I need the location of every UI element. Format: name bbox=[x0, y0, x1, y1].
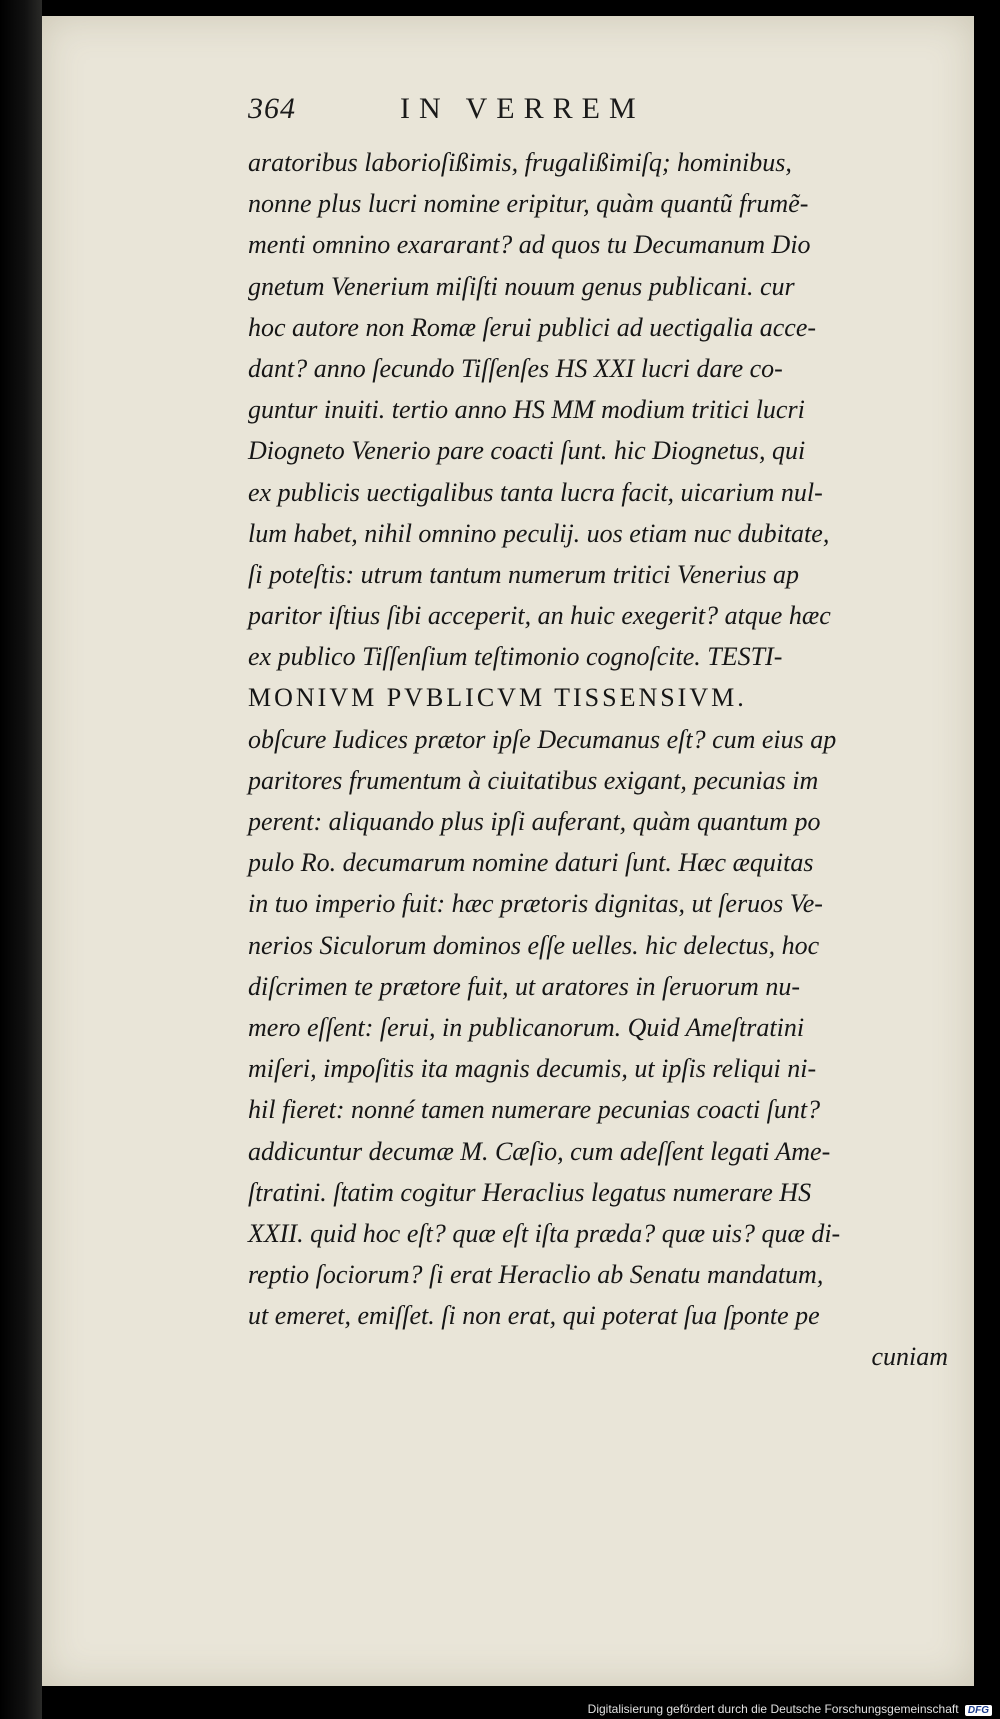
text-line: menti omnino exararant? ad quos tu Decumanum Dio bbox=[248, 230, 811, 260]
digitization-credit bbox=[588, 1702, 992, 1716]
binding-shadow bbox=[0, 0, 42, 1719]
dfg-logo: DFG bbox=[965, 1705, 992, 1716]
text-line: diſcrimen te prætore fuit, ut aratores in ſeruorum nu- bbox=[248, 971, 800, 1001]
text-line: ex publico Tiſſenſium teſtimonio cognoſcite. TESTI- bbox=[248, 642, 783, 672]
text-line: nerios Siculorum dominos eſſe uelles. hic delectus, hoc bbox=[248, 930, 820, 960]
text-line: paritores frumentum à ciuitatibus exigant, pecunias im bbox=[248, 765, 819, 795]
text-line: hil fieret: nonné tamen numerare pecunias coacti ſunt? bbox=[248, 1095, 821, 1125]
text-line: obſcure Iudices prætor ipſe Decumanus eſt? cum eius ap bbox=[248, 724, 837, 754]
credit-text: Digitalisierung gefördert durch die Deutsche Forschungsgemeinschaft bbox=[587, 1702, 959, 1716]
text-line: hoc autore non Romæ ſerui publici ad uectigalia acce- bbox=[248, 312, 817, 342]
page-number: 364 bbox=[248, 92, 296, 125]
text-line: pulo Ro. decumarum nomine daturi ſunt. Hæc æquitas bbox=[248, 848, 814, 878]
text-line: gnetum Venerium miſiſti nouum genus publicani. cur bbox=[248, 271, 795, 301]
text-line: lum habet, nihil omnino peculij. uos etiam nuc dubitate, bbox=[248, 518, 830, 548]
text-line: ex publicis uectigalibus tanta lucra facit, uicarium nul- bbox=[248, 477, 823, 507]
page-header bbox=[248, 92, 808, 132]
text-line: nonne plus lucri nomine eripitur, quàm quantũ frumẽ- bbox=[248, 189, 809, 219]
text-line: mero eſſent: ſerui, in publicanorum. Quid Ameſtratini bbox=[248, 1012, 805, 1042]
text-line: guntur inuiti. tertio anno HS MM modium tritici lucri bbox=[248, 395, 805, 425]
section-heading: MONIVM PVBLICVM TISSENSIVM. bbox=[248, 683, 747, 713]
text-line: reptio ſociorum? ſi erat Heraclio ab Senatu mandatum, bbox=[248, 1260, 824, 1290]
text-line: ſtratini. ſtatim cogitur Heraclius legatus numerare HS bbox=[248, 1177, 812, 1207]
text-line: XXII. quid hoc eſt? quæ eſt iſta præda? quæ uis? quæ di- bbox=[248, 1218, 841, 1248]
text-line: ſi poteſtis: utrum tantum numerum tritici Venerius ap bbox=[248, 559, 800, 589]
catchword: cuniam bbox=[871, 1342, 948, 1372]
text-line: aratoribus laborioſißimis, frugalißimiſq; hominibus, bbox=[248, 148, 792, 177]
text-line: in tuo imperio fuit: hæc prætoris dignitas, ut ſeruos Ve- bbox=[248, 889, 823, 919]
text-line: addicuntur decumæ M. Cæſio, cum adeſſent legati Ame- bbox=[248, 1136, 831, 1166]
text-line: dant? anno ſecundo Tiſſenſes HS XXI lucri dare co- bbox=[248, 353, 783, 383]
text-line: miſeri, impoſitis ita magnis decumis, ut ipſis reliqui ni- bbox=[248, 1054, 817, 1084]
body-text bbox=[248, 142, 948, 1378]
text-line: paritor iſtius ſibi acceperit, an huic exegerit? atque hæc bbox=[248, 601, 831, 631]
text-line: perent: aliquando plus ipſi auferant, quàm quantum po bbox=[248, 807, 821, 836]
text-line: Diogneto Venerio pare coacti ſunt. hic Diognetus, qui bbox=[248, 436, 806, 466]
running-title: IN VERREM bbox=[400, 92, 645, 125]
text-line: ut emeret, emiſſet. ſi non erat, qui poterat ſua ſponte pe bbox=[248, 1301, 820, 1331]
